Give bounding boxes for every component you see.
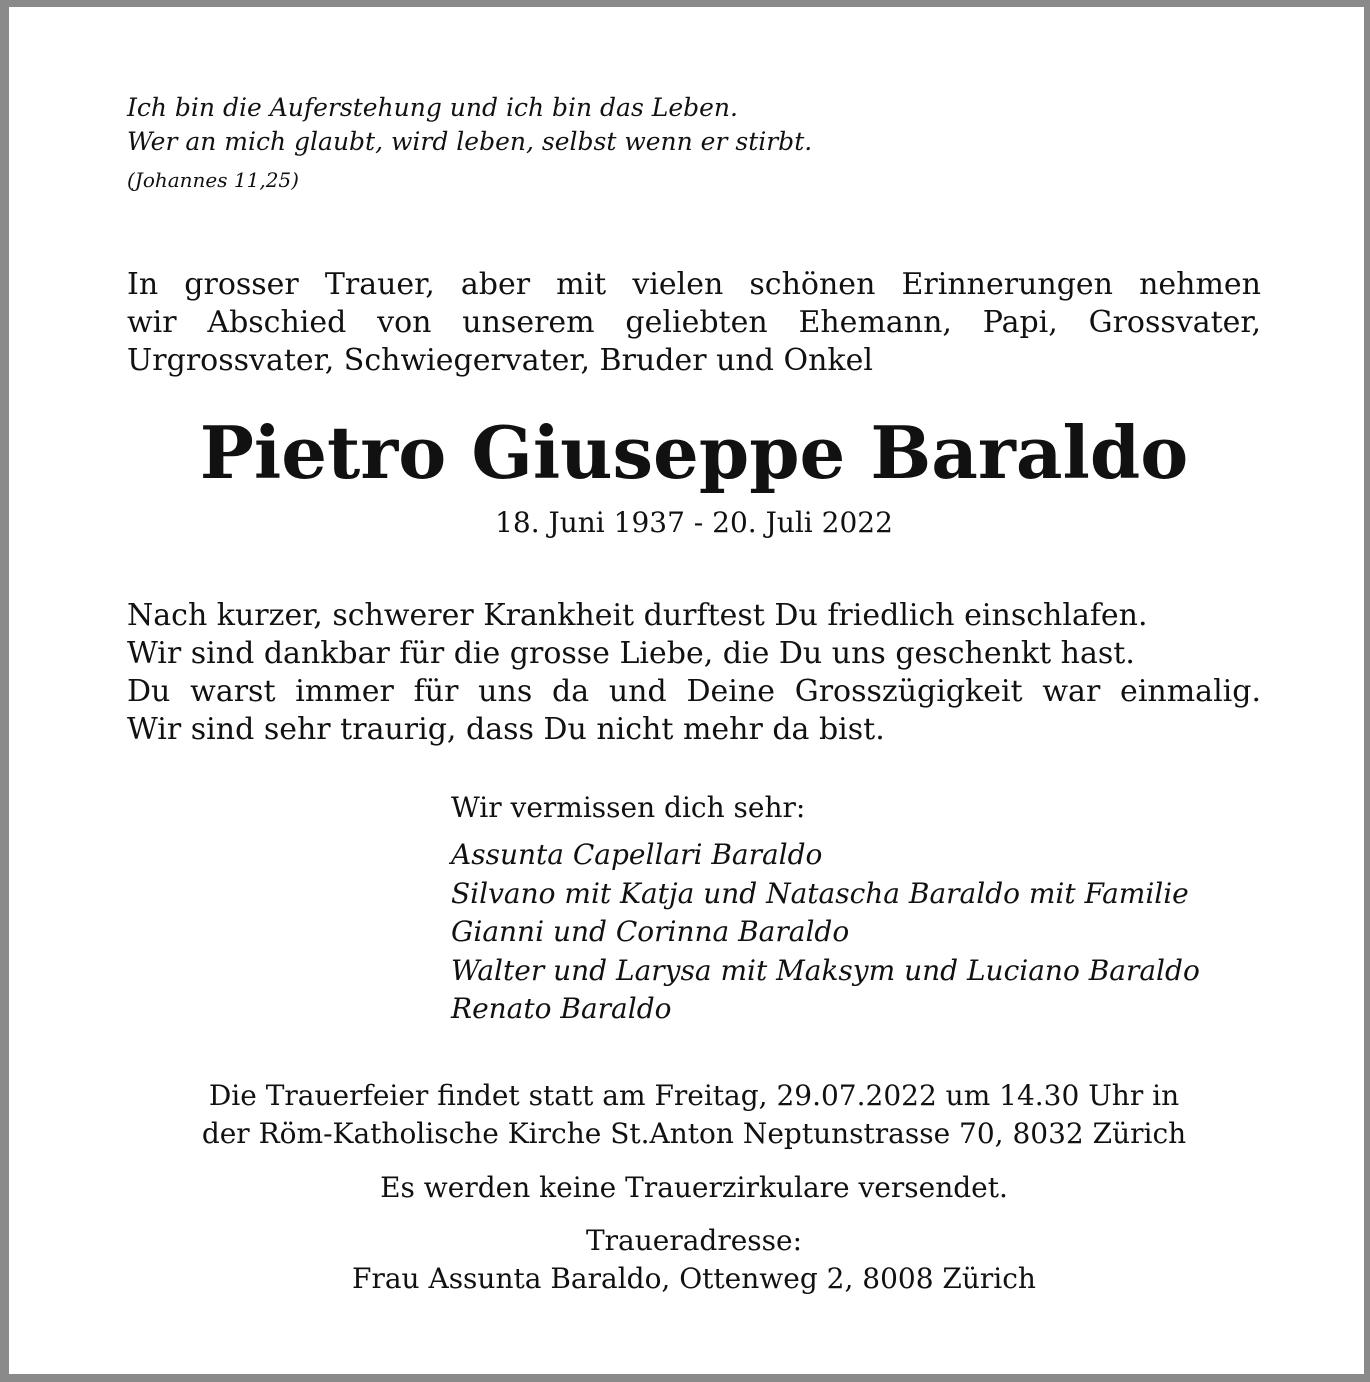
mourner-name: Silvano mit Katja und Natascha Baraldo mit Familie — [451, 876, 1189, 910]
message-line: Nach kurzer, schwerer Krankheit durftest Du friedlich einschlafen. — [127, 598, 1148, 633]
mourner-list — [451, 836, 1331, 1029]
intro-line: In grosser Trauer, aber mit vielen schönen Erinnerungen nehmen — [127, 267, 1261, 302]
bible-quote — [127, 91, 812, 159]
intro-line: Urgrossvater, Schwiegervater, Bruder und Onkel — [127, 343, 873, 378]
mourning-address — [9, 1222, 1370, 1298]
quote-line: Wer an mich glaubt, wird leben, selbst wenn er stirbt. — [127, 127, 813, 156]
intro-line: wir Abschied von unserem geliebten Ehemann, Papi, Grossvater, — [127, 305, 1261, 340]
farewell-message — [127, 597, 1261, 749]
life-dates: 18. Juni 1937 - 20. Juli 2022 — [495, 506, 893, 539]
mourners-block — [451, 789, 1331, 1029]
message-line: Wir sind sehr traurig, dass Du nicht mehr da bist. — [127, 712, 885, 747]
circulars-note: Es werden keine Trauerzirkulare versendet. — [380, 1171, 1008, 1204]
mourner-name: Gianni und Corinna Baraldo — [451, 915, 850, 948]
intro-text — [127, 266, 1261, 380]
mourner-name: Assunta Capellari Baraldo — [451, 838, 823, 871]
message-line: Wir sind dankbar für die grosse Liebe, die Du uns geschenkt hast. — [127, 636, 1135, 671]
message-line: Du warst immer für uns da und Deine Grosszügigkeit war einmalig. — [127, 674, 1261, 709]
service-line: Die Trauerfeier findet statt am Freitag, 29.07.2022 um 14.30 Uhr in — [208, 1079, 1180, 1112]
mourner-name: Walter und Larysa mit Maksym und Luciano Baraldo — [451, 953, 1200, 987]
service-line: der Röm-Katholische Kirche St.Anton Neptunstrasse 70, 8032 Zürich — [201, 1117, 1187, 1150]
mourners-heading: Wir vermissen dich sehr: — [451, 791, 806, 824]
address-text: Frau Assunta Baraldo, Ottenweg 2, 8008 Zürich — [352, 1262, 1036, 1295]
service-details — [9, 1077, 1370, 1153]
address-label: Traueradresse: — [585, 1224, 803, 1257]
quote-reference: (Johannes 11,25) — [127, 168, 299, 192]
deceased-name: Pietro Giuseppe Baraldo — [199, 410, 1189, 495]
mourner-name: Renato Baraldo — [451, 992, 672, 1025]
quote-line: Ich bin die Auferstehung und ich bin das Leben. — [127, 93, 738, 122]
